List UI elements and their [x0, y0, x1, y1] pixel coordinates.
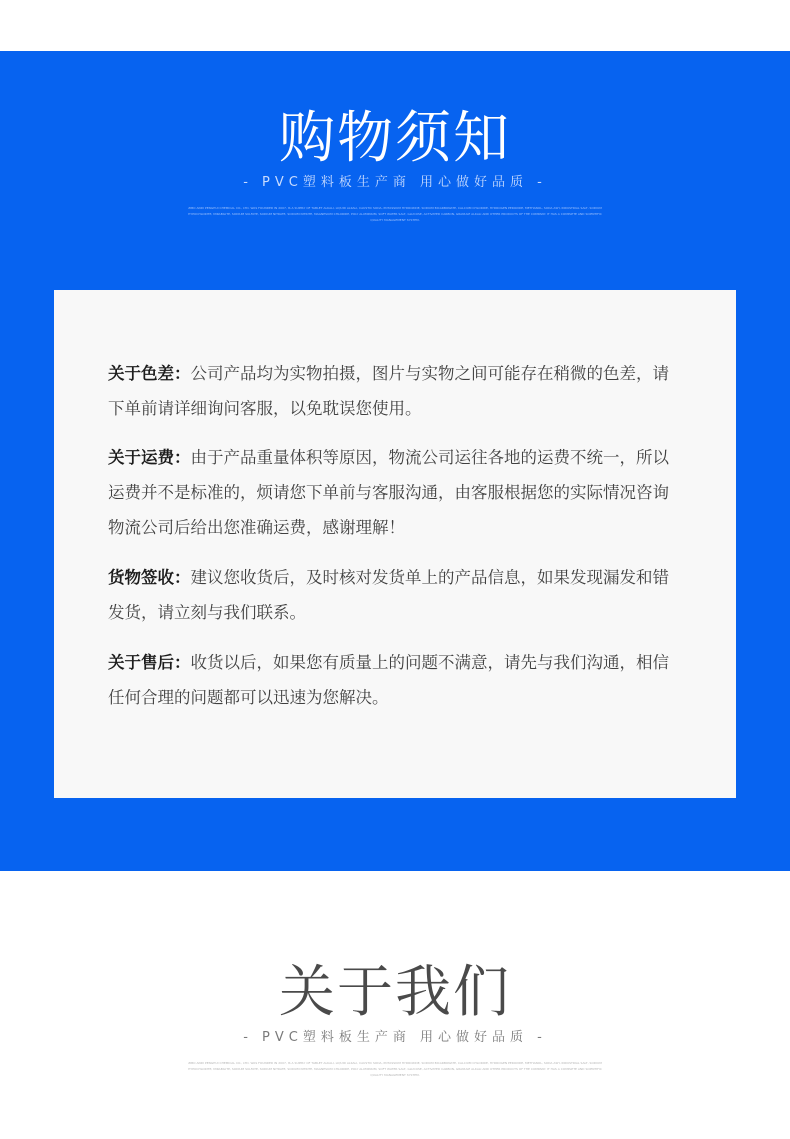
- about-us-subtitle: - PVC塑料板生产商 用心做好品质 -: [243, 1030, 547, 1045]
- notice-goods-receipt: [108, 560, 684, 630]
- shopping-notice-section: [0, 51, 790, 871]
- about-us-fine-print: ZIBO ANDI PENGHUI CHEMICAL CO., LTD. WAS FOUNDED IN 2007, IS A SUPPLY OF TABLET ALKALI, LIQUID ALKALI, CAUSTIC SODA, POTASSIUM HYDROXIDE, SODIUM BICARBONATE, CALCIUM CHLORIDE, HYDROGEN PEROXIDE, METHANOL, SODA ASH, INDUSTRIAL SALT, SODIUM HYPOCHLORITE, MIRABILITE, SODIUM SULFATE, SODIUM NITRATE, SODIUM NITRITE, MAGNESIUM CHLORIDE, POLY ALUMINIUM, SOFT WATER SALT, GLUCOSE, ACTIVATED CARBON, GRANULE ALKALI AND OTHER PRODUCTS OF THE COMPANY. IT HAS A COMPLETE AND SCIENTIFIC QUALITY MANAGEMENT SYSTEM.: [188, 1061, 602, 1077]
- notice-shipping-fee-label: 关于运费：: [108, 448, 191, 467]
- notice-after-sales: [108, 645, 684, 715]
- about-us-title: 关于我们: [279, 960, 511, 1025]
- notice-card: [54, 290, 736, 798]
- notice-color-difference: [108, 356, 684, 426]
- notice-shipping-fee: [108, 440, 684, 545]
- notice-goods-receipt-text: 建议您收货后，及时核对发货单上的产品信息，如果发现漏发和错发货，请立刻与我们联系。: [108, 568, 669, 622]
- notice-shipping-fee-text: 由于产品重量体积等原因，物流公司运往各地的运费不统一，所以运费并不是标准的，烦请您下单前与客服沟通，由客服根据您的实际情况咨询物流公司后给出您准确运费，感谢理解！: [108, 448, 669, 537]
- notice-color-difference-text: 公司产品均为实物拍摄，图片与实物之间可能存在稍微的色差，请下单前请详细询问客服，以免耽误您使用。: [108, 364, 669, 418]
- notice-after-sales-text: 收货以后，如果您有质量上的问题不满意，请先与我们沟通，相信任何合理的问题都可以迅速为您解决。: [108, 653, 669, 707]
- shopping-notice-subtitle: - PVC塑料板生产商 用心做好品质 -: [243, 175, 547, 190]
- shopping-notice-title: 购物须知: [279, 106, 511, 171]
- notice-color-difference-label: 关于色差：: [108, 364, 191, 383]
- notice-after-sales-label: 关于售后：: [108, 653, 191, 672]
- shopping-notice-fine-print: ZIBO ANDI PENGHUI CHEMICAL CO., LTD. WAS FOUNDED IN 2007, IS A SUPPLY OF TABLET ALKALI, LIQUID ALKALI, CAUSTIC SODA, POTASSIUM HYDROXIDE, SODIUM BICARBONATE, CALCIUM CHLORIDE, HYDROGEN PEROXIDE, METHANOL, SODA ASH, INDUSTRIAL SALT, SODIUM HYPOCHLORITE, MIRABILITE, SODIUM SULFATE, SODIUM NITRATE, SODIUM NITRITE, MAGNESIUM CHLORIDE, POLY ALUMINIUM, SOFT WATER SALT, GLUCOSE, ACTIVATED CARBON, GRANULE ALKALI AND OTHER PRODUCTS OF THE COMPANY. IT HAS A COMPLETE AND SCIENTIFIC QUALITY MANAGEMENT SYSTEM.: [188, 206, 602, 222]
- notice-goods-receipt-label: 货物签收：: [108, 568, 191, 587]
